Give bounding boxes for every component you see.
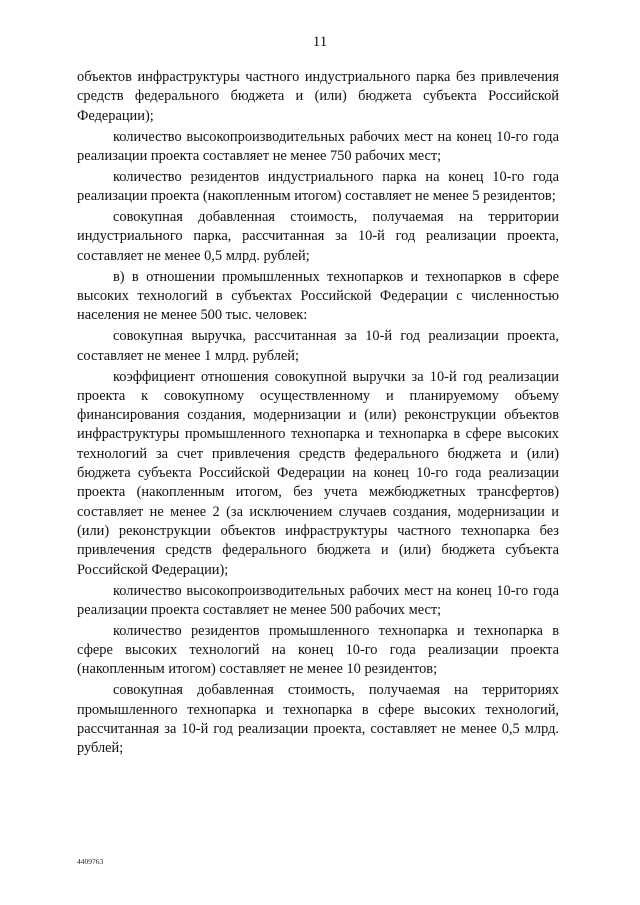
paragraph-10: совокупная добавленная стоимость, получаемая на территориях промышленного технопарка и технопарка в сфере высоких технологий, рассчитанная за 10-й год реализации проекта, составляет не менее 0,5 млрд. рублей; (77, 682, 559, 757)
paragraph-6: совокупная выручка, рассчитанная за 10-й год реализации проекта, составляет не менее 1 млрд. рублей; (77, 328, 559, 364)
paragraph-7: коэффициент отношения совокупной выручки за 10-й год реализации проекта к совокупному осуществленному и планируемому объему финансирования создания, модернизации и (или) реконструкции объектов инфраструктуры промышленного технопарка и технопарка в сфере высоких технологий за счет привлечения средств федерального бюджета и (или) бюджета субъекта Российской Федерации на конец 10-го года реализации проекта (накопленным итогом, без учета межбюджетных трансфертов) составляет не менее 2 (за исключением случаев создания, модернизации и (или) реконструкции объектов инфраструктуры частного технопарка без привлечения средств федерального бюджета и (или) бюджета субъекта Российской Федерации); (77, 368, 559, 578)
document-body (77, 68, 559, 760)
paragraph-9: количество резидентов промышленного технопарка и технопарка в сфере высоких технологий на конец 10-го года реализации проекта (накопленным итогом) составляет не менее 10 резидентов; (77, 622, 559, 678)
footer-document-code: 4409763 (77, 857, 104, 866)
page-number: 11 (312, 34, 328, 50)
paragraph-1: объектов инфраструктуры частного индустриального парка без привлечения средств федерального бюджета и (или) бюджета субъекта Российской Федерации); (77, 69, 559, 124)
paragraph-8: количество высокопроизводительных рабочих мест на конец 10-го года реализации проекта составляет не менее 500 рабочих мест; (77, 582, 559, 618)
paragraph-3: количество резидентов индустриального парка на конец 10-го года реализации проекта (накопленным итогом) составляет не менее 5 резидентов; (77, 168, 559, 205)
paragraph-5: в) в отношении промышленных технопарков и технопарков в сфере высоких технологий в субъектах Российской Федерации с численностью населения не менее 500 тыс. человек: (77, 268, 559, 324)
paragraph-4: совокупная добавленная стоимость, получаемая на территории индустриального парка, рассчитанная за 10-й год реализации проекта, составляет не менее 0,5 млрд. рублей; (77, 209, 559, 264)
paragraph-2: количество высокопроизводительных рабочих мест на конец 10-го года реализации проекта составляет не менее 750 рабочих мест; (77, 128, 559, 164)
